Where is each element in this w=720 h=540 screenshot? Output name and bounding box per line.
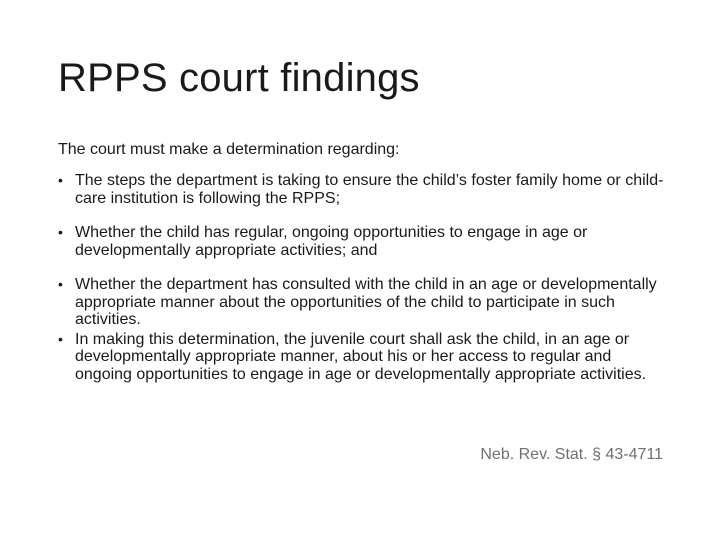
bullet-marker: •: [58, 330, 63, 347]
bullet-item: [58, 331, 668, 384]
slide-title: RPPS court findings: [58, 56, 420, 100]
bullet-text: Whether the child has regular, ongoing opportunities to engage in age or developmentally appropriate activities; and: [75, 224, 588, 259]
citation: Neb. Rev. Stat. § 43-4711: [480, 446, 663, 463]
bullet-text: The steps the department is taking to ensure the child’s foster family home or child-care institution is following the RPPS;: [75, 172, 664, 207]
bullet-text: In making this determination, the juvenile court shall ask the child, in an age or developmentally appropriate manner, about his or her access to regular and ongoing opportunities to engage in age or developmentally appropriate activities.: [75, 330, 647, 383]
bullet-marker: •: [58, 224, 63, 240]
bullet-item: [58, 224, 668, 259]
bullet-list: [58, 172, 668, 383]
intro-text: The court must make a determination regarding:: [58, 141, 400, 158]
bullet-item: [58, 172, 668, 207]
bullet-marker: •: [58, 172, 63, 188]
bullet-text: Whether the department has consulted with the child in an age or developmentally appropriate manner about the opportunities of the child to participate in such activities.: [75, 276, 657, 328]
bullet-marker: •: [58, 276, 63, 292]
bullet-item: [58, 276, 668, 329]
